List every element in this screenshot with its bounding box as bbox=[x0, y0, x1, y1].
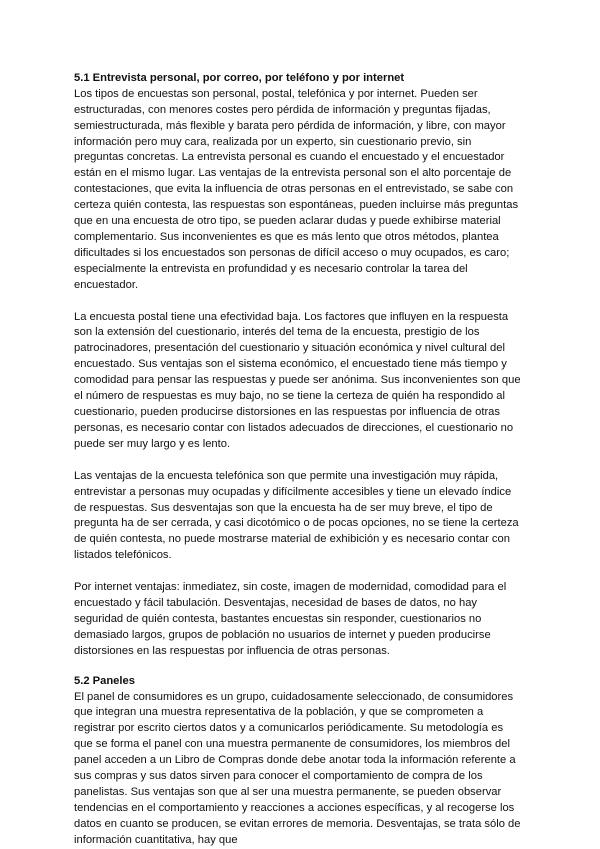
paragraph-spacer bbox=[74, 294, 524, 310]
paragraph-spacer bbox=[74, 564, 524, 580]
section-5-1-heading: 5.1 Entrevista personal, por correo, por teléfono y por internet bbox=[74, 72, 405, 84]
section-5-2-heading: 5.2 Paneles bbox=[74, 674, 135, 687]
section-5-1-paragraph-4: Por internet ventajas: inmediatez, sin coste, imagen de modernidad, comodidad para el encuestado y fácil tabulación. Desventajas, necesidad de bases de datos, no hay seguridad de quién contesta, bastantes encuestas sin responder, cuestionarios no demasiado largos, grupos de población no usuarios de internet y pueden producirse distorsiones en las respuestas por influencia de otras personas. bbox=[74, 581, 507, 657]
paragraph-spacer bbox=[74, 453, 524, 469]
section-5-1-paragraph-2: La encuesta postal tiene una efectividad baja. Los factores que influyen en la respuesta son la extensión del cuestionario, interés del tema de la encuesta, prestigio de los patrocinadores, presentación del cuestionario y situación económica y nivel cultural del encuestado. Sus ventajas son el sistema económico, el encuestado tiene más tiempo y comodidad para pensar las respuestas y puede ser anónima. Sus inconvenientes son que el número de respuestas es muy bajo, no se tiene la certeza de quién ha respondido al cuestionario, pueden producirse distorsiones en las respuestas por influencia de otras personas, es necesario contar con listados adecuados de direcciones, el cuestionario no puede ser muy largo y es lento. bbox=[74, 310, 521, 450]
section-5-1-paragraph-1: Los tipos de encuestas son personal, postal, telefónica y por internet. Pueden ser estructuradas, con menores costes pero pérdida de información y preguntas fijadas, semiestructurada, más flexible y barata pero pérdida de información, y libre, con mayor información pero muy cara, realizada por un experto, sin cuestionario previo, sin preguntas concretas. La entrevista personal es cuando el encuestado y el encuestador están en el mismo lugar. Las ventajas de la entrevista personal son el alto porcentaje de contestaciones, que evita la influencia de otras personas en el entrevistado, se sabe con certeza quién contesta, las respuestas son espontáneas, pueden incluirse más preguntas que en una encuesta de otro tipo, se pueden aclarar dudas y puede exhibirse material complementario. Sus inconvenientes es que es más lento que otros métodos, plantea dificultades si los encuestados son personas de difícil acceso o muy ocupados, es caro; especialmente la entrevista en profundidad y es necesario controlar la tarea del encuestador. bbox=[74, 87, 519, 291]
section-5-1-paragraph-3: Las ventajas de la encuesta telefónica son que permite una investigación muy rápida, entrevistar a personas muy ocupadas y difícilmente accesibles y tiene un elevado índice de respuestas. Sus desventajas son que la encuesta ha de ser muy breve, el tipo de pregunta ha de ser cerrada, y casi dicotómico o de pocas opciones, no se tiene la certeza de quién contesta, no puede mostrarse material de exhibición y es necesario contar con listados telefónicos. bbox=[74, 469, 519, 562]
section-5-2-paragraph-1: El panel de consumidores es un grupo, cuidadosamente seleccionado, de consumidores que integran una muestra representativa de la población, y que se comprometen a registrar por escrito ciertos datos y a comunicarlos periódicamente. Su metodología es que se forma el panel con una muestra permanente de consumidores, los miembros del panel acceden a un Libro de Compras donde debe anotar toda la información referente a sus compras y sus datos sirven para conocer el comportamiento de compra de los panelistas. Sus ventajas son que al ser una muestra permanente, se pueden observar tendencias en el comportamiento y reacciones a acciones específicas, y al recogerse los datos en cuanto se producen, se evitan errores de memoria. Desventajas, se trata sólo de información cuantitativa, hay que bbox=[74, 690, 521, 846]
section-spacer bbox=[74, 660, 524, 674]
